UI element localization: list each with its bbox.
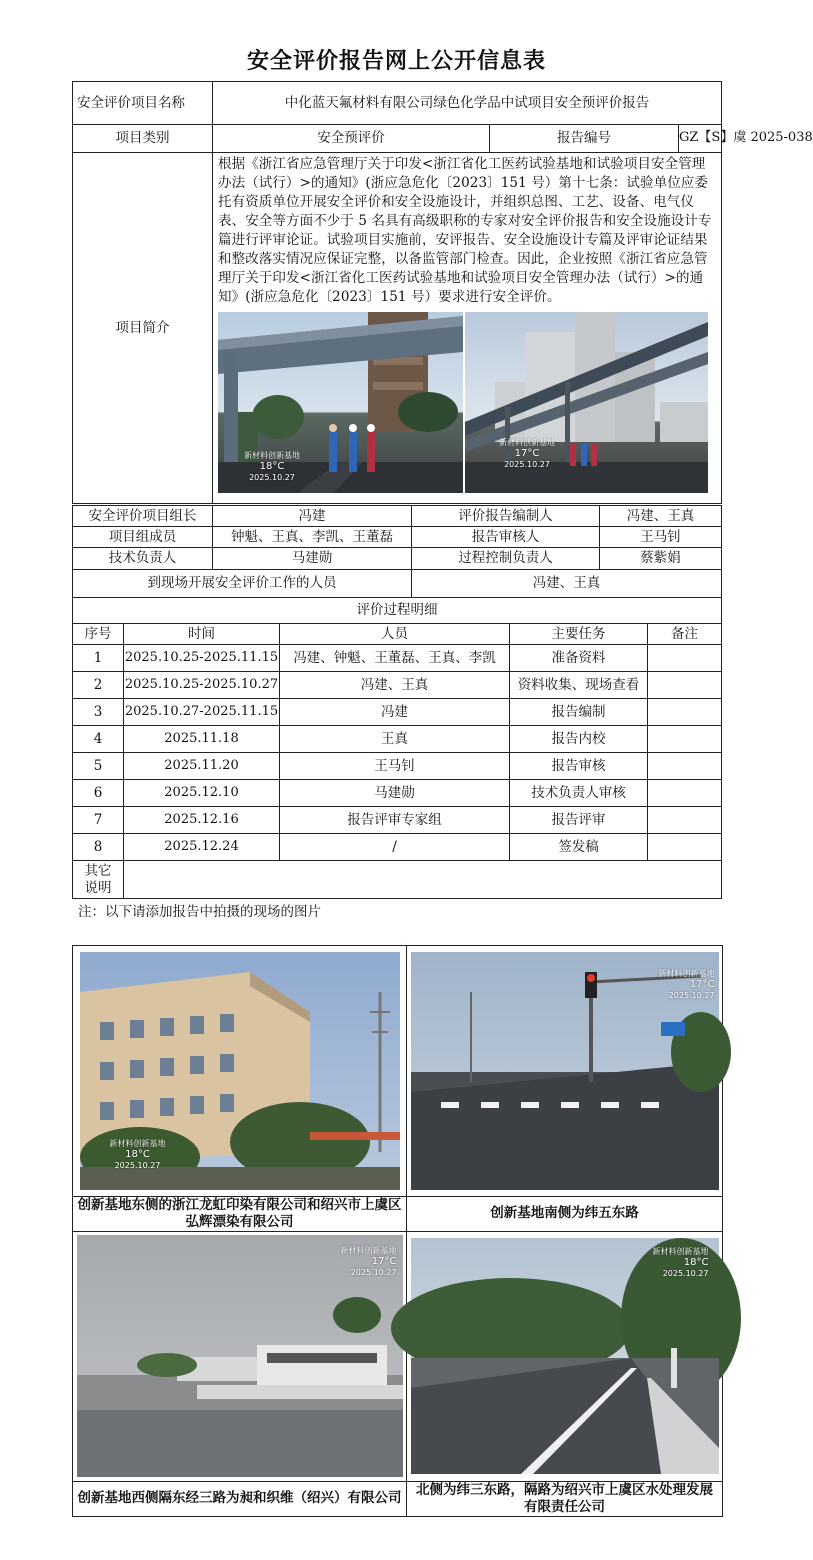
row-person: 王马钊	[280, 753, 510, 780]
table-row	[73, 726, 722, 753]
process-section-title: 评价过程明细	[73, 598, 722, 624]
watermark-date: 2025.10.27	[504, 460, 550, 469]
site-photo-caption: 创新基地南侧为纬五东路	[407, 1197, 723, 1232]
watermark-date: 2025.10.27	[662, 1269, 709, 1279]
table-row	[73, 753, 722, 780]
row-person: 马建勋	[280, 780, 510, 807]
other-remarks-value	[124, 861, 722, 899]
project-category-label: 项目类别	[73, 125, 213, 153]
row-task: 报告审核	[510, 753, 648, 780]
row-note	[648, 780, 722, 807]
site-photo-north	[411, 1238, 719, 1474]
watermark-temperature: 17°C	[371, 1256, 397, 1268]
project-intro-label: 项目简介	[73, 153, 213, 504]
row-no: 2	[73, 672, 124, 699]
site-photo-caption: 创新基地东侧的浙江龙虹印染有限公司和绍兴市上虞区弘辉漂染有限公司	[73, 1197, 407, 1232]
compiler-value: 冯建、王真	[600, 506, 722, 527]
row-note	[648, 726, 722, 753]
site-photo-cell	[407, 946, 723, 1197]
row-task: 报告编制	[510, 699, 648, 726]
photo-watermark	[499, 437, 555, 470]
report-number-label: 报告编号	[490, 125, 679, 153]
watermark-temperature: 18°C	[259, 461, 285, 472]
watermark-date: 2025.10.27	[668, 991, 715, 1000]
reviewer-value: 王马钊	[600, 527, 722, 548]
onsite-staff-label: 到现场开展安全评价工作的人员	[73, 570, 412, 598]
row-task: 准备资料	[510, 645, 648, 672]
col-header-note: 备注	[648, 624, 722, 645]
watermark-date: 2025.10.27	[249, 473, 295, 482]
intro-photo-row	[218, 312, 718, 493]
row-note	[648, 807, 722, 834]
col-header-task: 主要任务	[510, 624, 648, 645]
row-person: /	[280, 834, 510, 861]
row-note	[648, 672, 722, 699]
watermark-place: 新材料创新基地	[109, 1139, 166, 1148]
row-no: 6	[73, 780, 124, 807]
watermark-place: 新材料创新基地	[340, 1246, 397, 1256]
page-title: 安全评价报告网上公开信息表	[246, 48, 546, 74]
members-label: 项目组成员	[73, 527, 213, 548]
row-person: 冯建、王真	[280, 672, 510, 699]
table-row	[73, 699, 722, 726]
site-photo-caption: 北侧为纬三东路，隔路为绍兴市上虞区水处理发展有限责任公司	[407, 1481, 723, 1516]
row-no: 3	[73, 699, 124, 726]
site-photo-cell	[407, 1231, 723, 1481]
project-category-value: 安全预评价	[213, 125, 490, 153]
row-no: 7	[73, 807, 124, 834]
watermark-temperature: 17°C	[689, 979, 715, 990]
col-header-no: 序号	[73, 624, 124, 645]
process-control-label: 过程控制负责人	[412, 548, 600, 570]
people-table	[72, 505, 722, 624]
site-photo-east	[80, 952, 400, 1190]
row-person: 冯建、钟魁、王董磊、王真、李凯	[280, 645, 510, 672]
watermark-place: 新材料创新基地	[658, 969, 715, 978]
row-no: 1	[73, 645, 124, 672]
leader-label: 安全评价项目组长	[73, 506, 213, 527]
row-time: 2025.10.25-2025.11.15	[124, 645, 280, 672]
row-time: 2025.11.18	[124, 726, 280, 753]
watermark-place: 新材料创新基地	[652, 1247, 709, 1257]
onsite-staff-value: 冯建、王真	[412, 570, 722, 598]
tech-lead-label: 技术负责人	[73, 548, 213, 570]
col-header-person: 人员	[280, 624, 510, 645]
info-table	[72, 81, 813, 504]
table-row	[73, 780, 722, 807]
table-row	[73, 807, 722, 834]
watermark-date: 2025.10.27	[114, 1161, 161, 1170]
row-note	[648, 753, 722, 780]
photo-watermark	[110, 1138, 166, 1171]
row-task: 签发稿	[510, 834, 648, 861]
watermark-temperature: 18°C	[683, 1257, 709, 1269]
row-time: 2025.11.20	[124, 753, 280, 780]
photo-watermark	[653, 1246, 709, 1279]
members-value: 钟魁、王真、李凯、王董磊	[213, 527, 412, 548]
row-note	[648, 699, 722, 726]
row-person: 王真	[280, 726, 510, 753]
site-photo-caption: 创新基地西侧隔东经三路为昶和织维（绍兴）有限公司	[73, 1481, 407, 1516]
photo-watermark	[244, 450, 300, 483]
site-photo-cell	[73, 1231, 407, 1481]
table-row	[73, 834, 722, 861]
project-intro-text: 根据《浙江省应急管理厅关于印发<浙江省化工医药试验基地和试验项目安全管理办法（试行）>的通知》(浙应急危化〔2023〕151 号）第十七条：试验单位应委托有资质单位开展安全评价和安全设施设计，并组织总图、工艺、设备、电气仪表、安全等方面不少于 5 名具有高级职称的专家对安全评价报告和安全设施设计专篇进行评审论证。试验项目实施前，安评报告、安全设施设计专篇及评审论证结果和整改落实情况应保证完整，以备监管部门检查。因此，企业按照《浙江省应急管理厅关于印发<浙江省化工医药试验基地和试验项目安全管理办法（试行）>的通知》(浙应急危化〔2023〕151 号）要求进行安全评价。	[218, 156, 712, 305]
row-no: 5	[73, 753, 124, 780]
watermark-place: 新材料创新基地	[244, 451, 300, 460]
watermark-temperature: 18°C	[125, 1149, 150, 1160]
site-photos-table	[72, 945, 723, 1517]
row-time: 2025.10.25-2025.10.27	[124, 672, 280, 699]
table-row	[73, 672, 722, 699]
row-no: 4	[73, 726, 124, 753]
report-number-value: GZ【S】虞 2025-038	[679, 125, 722, 153]
watermark-place: 新材料创新基地	[499, 438, 555, 447]
row-task: 报告内校	[510, 726, 648, 753]
row-person: 冯建	[280, 699, 510, 726]
process-control-value: 蔡紫娟	[600, 548, 722, 570]
reviewer-label: 报告审核人	[412, 527, 600, 548]
intro-photo-gate	[218, 312, 463, 493]
row-time: 2025.12.24	[124, 834, 280, 861]
intro-photo-pipe-rack	[465, 312, 708, 493]
row-note	[648, 834, 722, 861]
row-no: 8	[73, 834, 124, 861]
row-task: 资料收集、现场查看	[510, 672, 648, 699]
row-time: 2025.12.10	[124, 780, 280, 807]
photo-note: 注：以下请添加报告中拍摄的现场的图片	[78, 904, 321, 920]
site-photo-cell	[73, 946, 407, 1197]
site-photo-west	[77, 1235, 403, 1477]
photo-watermark	[659, 968, 715, 1001]
other-remarks-label: 其它说明	[73, 861, 124, 899]
project-intro-cell	[213, 153, 722, 504]
row-task: 报告评审	[510, 807, 648, 834]
project-name-value: 中化蓝天氟材料有限公司绿色化学品中试项目安全预评价报告	[213, 82, 722, 125]
compiler-label: 评价报告编制人	[412, 506, 600, 527]
watermark-temperature: 17°C	[514, 448, 540, 459]
project-name-label: 安全评价项目名称	[73, 82, 213, 125]
watermark-date: 2025.10.27	[350, 1268, 397, 1278]
tech-lead-value: 马建勋	[213, 548, 412, 570]
process-header-row	[73, 624, 722, 645]
photo-watermark	[341, 1245, 397, 1278]
row-time: 2025.12.16	[124, 807, 280, 834]
process-table	[72, 623, 722, 899]
row-time: 2025.10.27-2025.11.15	[124, 699, 280, 726]
table-row	[73, 645, 722, 672]
site-photo-south	[411, 952, 719, 1190]
row-task: 技术负责人审核	[510, 780, 648, 807]
row-note	[648, 645, 722, 672]
row-person: 报告评审专家组	[280, 807, 510, 834]
leader-value: 冯建	[213, 506, 412, 527]
col-header-time: 时间	[124, 624, 280, 645]
